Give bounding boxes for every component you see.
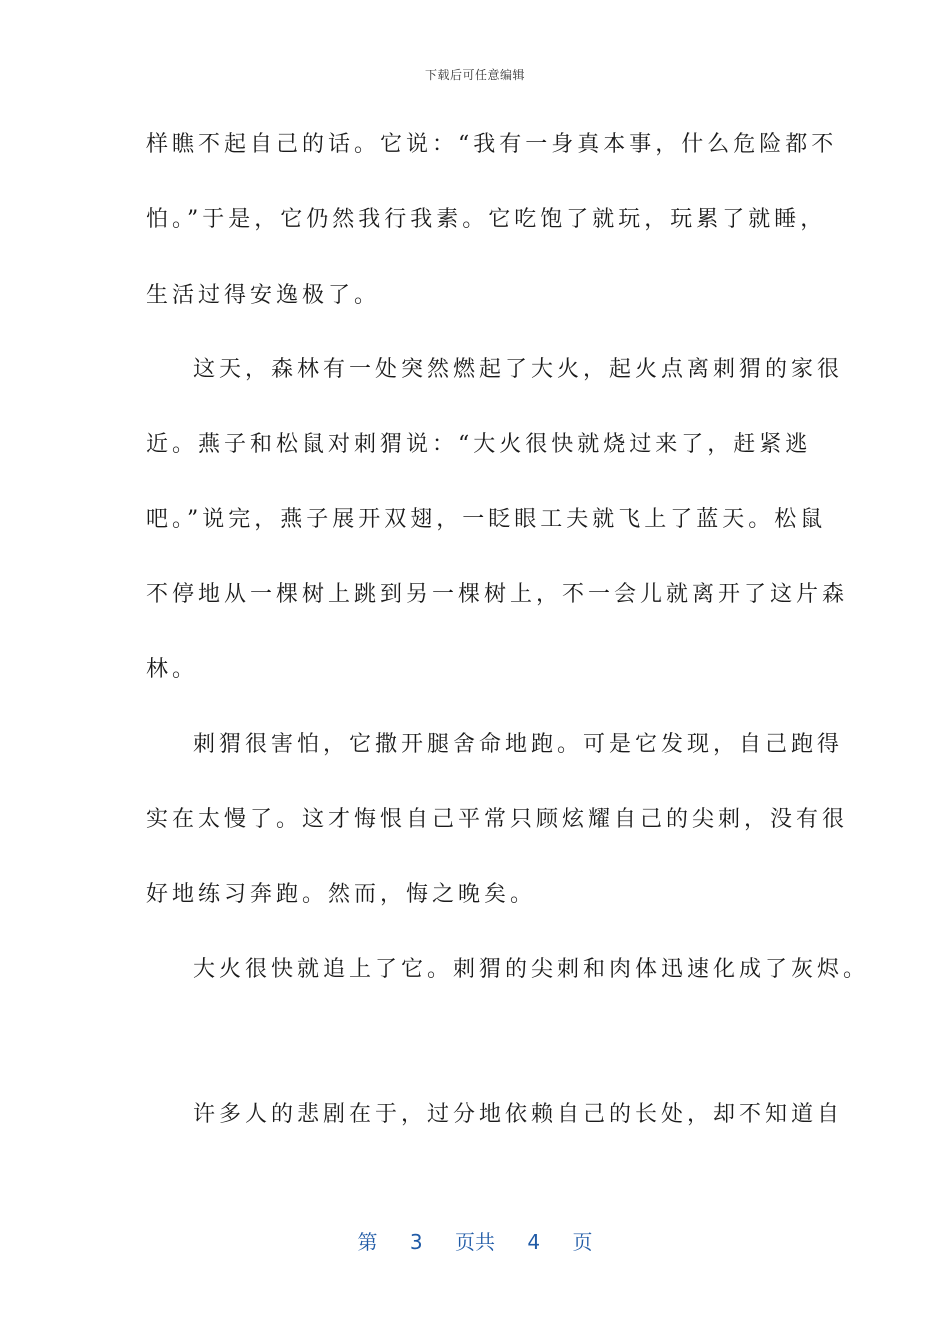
footer-prefix: 第 bbox=[357, 1230, 378, 1254]
paragraph-start-line: 这天，森林有一处突然燃起了大火，起火点离刺猬的家很 bbox=[193, 357, 844, 382]
text-line: 林。 bbox=[146, 657, 199, 682]
paragraph-start-line: 刺猬很害怕，它撒开腿舍命地跑。可是它发现，自己跑得 bbox=[193, 732, 844, 757]
text-line: 好地练习奔跑。然而，悔之晚矣。 bbox=[146, 882, 537, 907]
header-note: 下载后可任意编辑 bbox=[424, 68, 525, 82]
footer-page-number: 3 bbox=[409, 1230, 423, 1254]
page-footer bbox=[0, 1226, 950, 1255]
text-line: 实在太慢了。这才悔恨自己平常只顾炫耀自己的尖刺，没有很 bbox=[146, 807, 849, 832]
footer-middle: 页共 bbox=[455, 1230, 495, 1254]
text-line: 近。燕子和松鼠对刺猬说：“大火很快就烧过来了，赶紧逃 bbox=[146, 432, 812, 457]
footer-total-pages: 4 bbox=[527, 1230, 541, 1254]
text-line: 生活过得安逸极了。 bbox=[146, 283, 381, 308]
paragraph-start-line: 许多人的悲剧在于，过分地依赖自己的长处，却不知道自 bbox=[193, 1102, 844, 1127]
text-line: 怕。”于是，它仍然我行我素。它吃饱了就玩，玩累了就睡， bbox=[146, 207, 827, 232]
text-line: 吧。”说完，燕子展开双翅，一眨眼工夫就飞上了蓝天。松鼠 bbox=[146, 507, 827, 532]
footer-suffix: 页 bbox=[572, 1230, 593, 1254]
text-line: 不停地从一棵树上跳到另一棵树上，不一会儿就离开了这片森 bbox=[146, 582, 849, 607]
text-line: 样瞧不起自己的话。它说：“我有一身真本事，什么危险都不 bbox=[146, 132, 838, 157]
paragraph-start-line: 大火很快就追上了它。刺猬的尖刺和肉体迅速化成了灰烬。 bbox=[193, 957, 870, 982]
